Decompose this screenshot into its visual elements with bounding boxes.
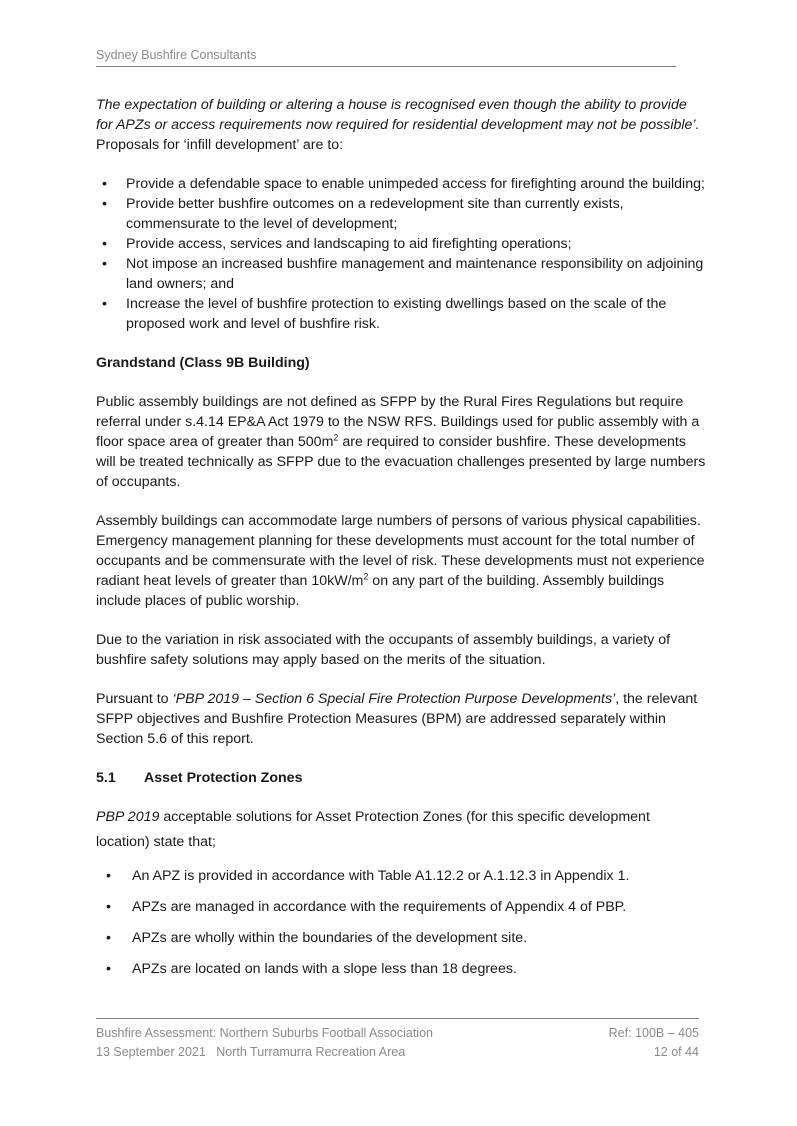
page-body (96, 95, 706, 990)
section-title: Asset Protection Zones (144, 770, 303, 786)
text-run: Assembly buildings can accommodate large numbers of persons of various physical capabilities. Emergency management planning for these developments must account for the total number of occupants and be commensurate with the level of risk. These developments must not experience radiant heat levels of greater than 10kW/m (96, 513, 705, 589)
page-footer (96, 1018, 699, 1062)
text-run: Pursuant to (96, 691, 173, 707)
text-run: Public assembly buildings are not defined as SFPP by the Rural Fires Regulations but require referral under s.4.14 EP&A Act 1979 to the NSW RFS. Buildings used for public assembly with a floor space area of greater than 500m (96, 394, 700, 450)
superscript: 2 (333, 432, 339, 443)
list-item: • An APZ is provided in accordance with Table A1.12.2 or A.1.12.3 in Appendix 1. (96, 866, 706, 886)
text-run: acceptable solutions for Asset Protection Zones (for this specific development location) state that; (96, 809, 650, 850)
grandstand-paragraph-1 (96, 392, 706, 492)
italic-reference: ‘PBP 2019 – Section 6 Special Fire Protection Purpose Developments’ (172, 691, 616, 707)
intro-rest: Proposals for ‘infill development’ are to: (96, 137, 344, 153)
grandstand-heading: Grandstand (Class 9B Building) (96, 355, 310, 371)
list-item: • Increase the level of bushfire protection to existing dwellings based on the scale of the proposed work and level of bushfire risk. (96, 294, 706, 334)
text-run: on any part of the building. Assembly buildings include places of public worship. (96, 573, 665, 609)
footer-ref: Ref: 100B – 405 (608, 1026, 699, 1040)
grandstand-paragraph-2 (96, 511, 706, 611)
list-item: • APZs are wholly within the boundaries of the development site. (96, 928, 706, 948)
footer-row-1 (96, 1024, 699, 1043)
list-item: • APZs are located on lands with a slope less than 18 degrees. (96, 959, 706, 979)
apz-bullet-list (96, 866, 706, 979)
footer-date-location: 13 September 2021 North Turramurra Recreation Area (96, 1045, 406, 1059)
section-number: 5.1 (96, 770, 116, 786)
intro-italic: The expectation of building or altering a house is recognised even though the ability to provide for APZs or access requirements now required for residential development may not be possible’. (96, 97, 700, 133)
grandstand-paragraph-3: Due to the variation in risk associated with the occupants of assembly buildings, a variety of bushfire safety solutions may apply based on the merits of the situation. (96, 632, 671, 668)
list-item: • Provide access, services and landscaping to aid firefighting operations; (96, 234, 706, 254)
footer-title: Bushfire Assessment: Northern Suburbs Football Association (96, 1026, 433, 1040)
infill-bullet-list (96, 174, 706, 334)
section-heading (96, 768, 706, 788)
text-run: , the relevant SFPP objectives and Bushfire Protection Measures (BPM) are addressed separately within Section 5.6 of this report. (96, 691, 698, 747)
grandstand-paragraph-4 (96, 689, 706, 749)
list-item: • APZs are managed in accordance with the requirements of Appendix 4 of PBP. (96, 897, 706, 917)
intro-paragraph (96, 95, 706, 155)
list-item: • Provide better bushfire outcomes on a redevelopment site than currently exists, commensurate to the level of development; (96, 194, 706, 234)
company-name: Sydney Bushfire Consultants (96, 48, 257, 62)
page-number: 12 of 44 (653, 1045, 699, 1059)
footer-row-2 (96, 1043, 699, 1062)
superscript: 2 (363, 571, 369, 582)
text-run: are required to consider bushfire. These developments will be treated technically as SFPP due to the evacuation challenges presented by large numbers of occupants. (96, 434, 706, 490)
italic-reference: PBP 2019 (96, 809, 160, 825)
list-item: • Provide a defendable space to enable unimpeded access for firefighting around the building; (96, 174, 706, 194)
apz-intro-paragraph (96, 805, 706, 855)
list-item: • Not impose an increased bushfire management and maintenance responsibility on adjoining land owners; and (96, 254, 706, 294)
page-header (96, 48, 676, 67)
